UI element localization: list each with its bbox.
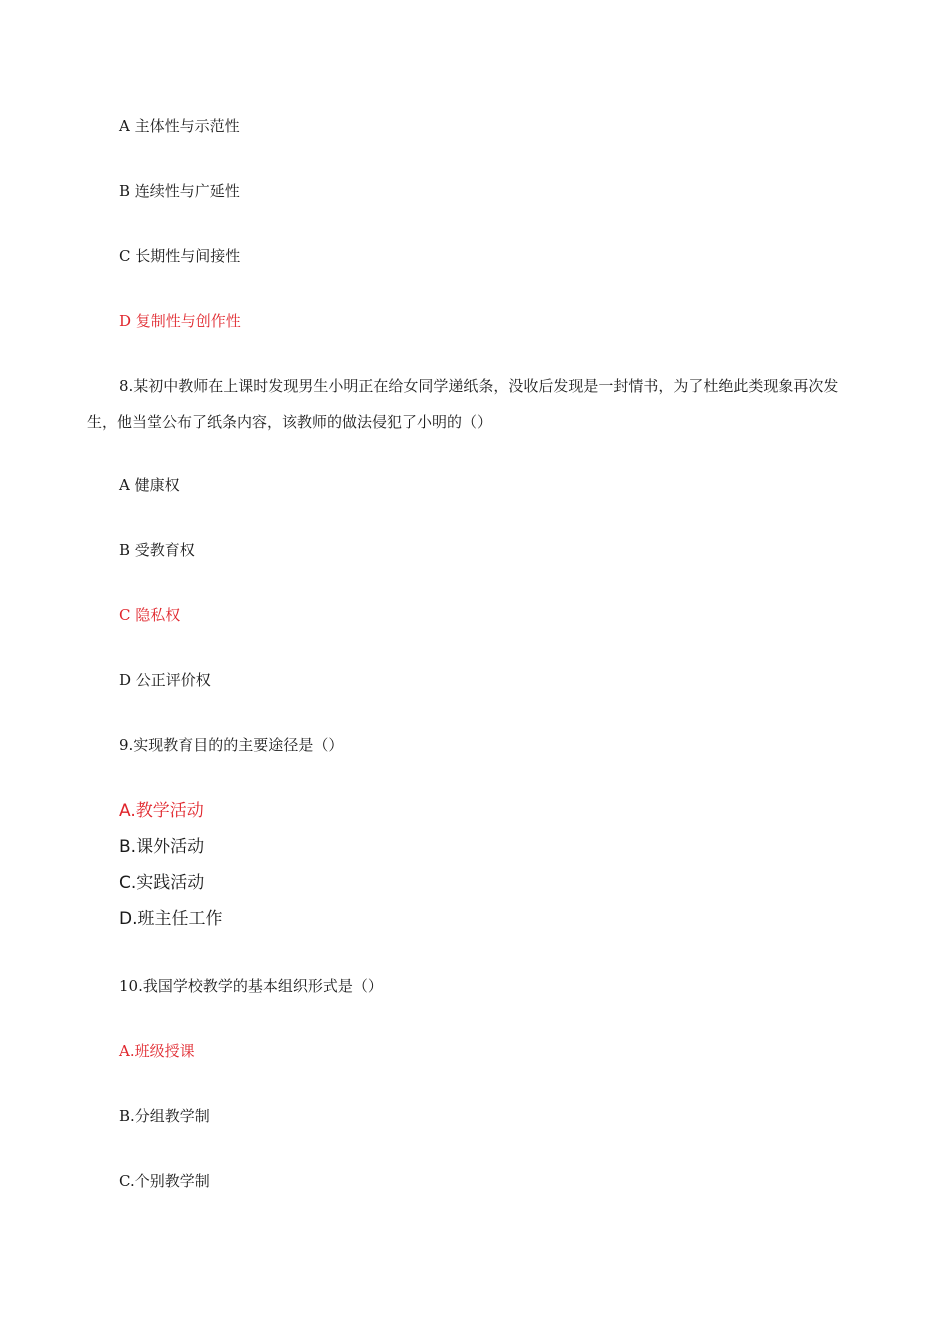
q8-stem: 8.某初中教师在上课时发现男生小明正在给女同学递纸条，没收后发现是一封情书，为了杜绝此类现象再次发生，他当堂公布了纸条内容，该教师的做法侵犯了小明的（）: [87, 377, 839, 431]
q7-option-d-answer: D 复制性与创作性: [119, 312, 241, 330]
q7-option-b: B 连续性与广延性: [119, 182, 240, 200]
q8-option-d: D 公正评价权: [119, 671, 211, 689]
q9-option-a-answer: A.教学活动: [119, 801, 204, 821]
q10-option-c: C.个别教学制: [119, 1172, 210, 1190]
q9-option-c: C.实践活动: [119, 873, 205, 893]
q10-stem: 10.我国学校教学的基本组织形式是（）: [119, 977, 383, 995]
q8-option-b: B 受教育权: [119, 541, 195, 559]
q7-option-a: A 主体性与示范性: [119, 117, 240, 135]
q8-option-c-answer: C 隐私权: [119, 606, 181, 624]
q8-option-a: A 健康权: [119, 476, 180, 494]
q10-option-b: B.分组教学制: [119, 1107, 210, 1125]
q9-option-b: B.课外活动: [119, 837, 205, 857]
q9-stem: 9.实现教育目的的主要途径是（）: [119, 736, 344, 754]
q7-option-c: C 长期性与间接性: [119, 247, 241, 265]
q9-option-d: D.班主任工作: [119, 909, 223, 929]
q10-option-a-answer: A.班级授课: [119, 1042, 195, 1060]
